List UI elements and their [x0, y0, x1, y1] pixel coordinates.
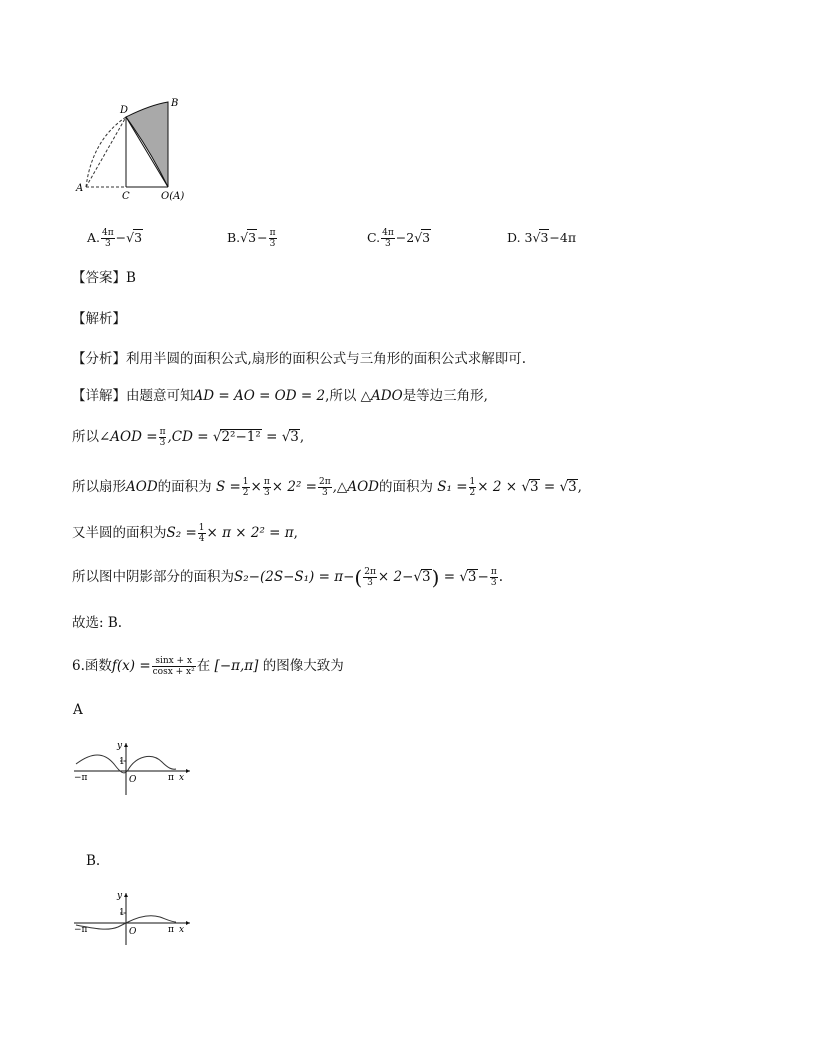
- label-x: x: [179, 773, 185, 783]
- cd-expr: ,CD =: [167, 429, 209, 445]
- label-y: y: [117, 891, 123, 901]
- option-a: [87, 228, 143, 249]
- radical-sign: √: [413, 569, 422, 585]
- label-origin: O: [129, 927, 137, 937]
- denominator: 3: [263, 488, 270, 498]
- line-angle: [72, 427, 304, 448]
- fraction: [381, 228, 395, 249]
- detail-equation: AD = AO = OD = 2: [193, 388, 326, 404]
- fraction: [152, 656, 196, 677]
- radical-sign: √: [212, 429, 222, 445]
- coefficient: 3: [524, 230, 533, 245]
- fraction: [198, 523, 206, 544]
- triangle-label: ,△AOD: [332, 479, 379, 495]
- shaded-expr: S₂−(2S−S₁) = π−: [234, 569, 355, 585]
- line-mid: 的面积为: [378, 479, 433, 495]
- s-expr: S =: [215, 479, 241, 495]
- label-c: C: [122, 191, 130, 202]
- detail-suffix: 是等边三角形,: [402, 388, 488, 404]
- minus: −: [477, 569, 489, 585]
- question-mid: 在: [196, 658, 211, 674]
- radical-sign: √: [126, 230, 135, 245]
- y-arrow: [124, 893, 128, 897]
- graph-b: [70, 885, 195, 950]
- denominator: 3: [385, 239, 391, 249]
- question-prefix: 6.函数: [72, 658, 112, 674]
- angle-expr: ∠AOD =: [99, 429, 158, 445]
- radical-sign: √: [559, 479, 569, 495]
- line-mid: 的面积为: [157, 479, 212, 495]
- minus: −: [257, 230, 268, 245]
- analysis-heading: 【解析】: [72, 311, 126, 327]
- label-one: 1: [119, 908, 125, 918]
- numerator: 1: [242, 477, 249, 487]
- product-expr: × π × 2² = π: [206, 525, 294, 541]
- minus: −: [115, 230, 127, 245]
- label-neg-pi: −π: [74, 925, 88, 935]
- label-pi: π: [168, 773, 174, 783]
- line-prefix: 所以: [72, 429, 99, 445]
- radical-sign: √: [240, 230, 249, 245]
- label-y: y: [117, 741, 123, 751]
- radicand: 3: [568, 479, 577, 495]
- graph-b-label: B.: [86, 853, 101, 869]
- radical-sign: √: [532, 230, 541, 245]
- punct: ,: [293, 525, 298, 541]
- question-suffix: 的图像大致为: [262, 658, 344, 674]
- graph-a-label: A: [73, 702, 83, 718]
- question-6: [72, 656, 344, 677]
- line-shaded: [72, 567, 503, 588]
- radicand: 3: [529, 479, 539, 495]
- numerator: 2π: [318, 477, 331, 487]
- answer: 【答案】B: [72, 270, 136, 286]
- numerator: π: [263, 477, 270, 487]
- numerator: π: [269, 228, 276, 238]
- fraction: [363, 567, 377, 588]
- label-neg-pi: −π: [74, 773, 88, 783]
- option-b: [227, 228, 278, 249]
- times: ×: [250, 479, 262, 495]
- radicand: 3: [422, 569, 431, 585]
- denominator: 2: [242, 488, 249, 498]
- aod-label: AOD: [126, 479, 158, 495]
- s2-expr: S₂ =: [166, 525, 197, 541]
- label-origin: O: [129, 775, 137, 785]
- fraction: [490, 567, 498, 588]
- label-o: O(A): [161, 191, 185, 202]
- radicand: 3: [248, 230, 257, 245]
- label-x: x: [179, 925, 185, 935]
- radicand: 3: [540, 230, 549, 245]
- x-arrow: [186, 921, 190, 925]
- numerator: π: [159, 427, 166, 437]
- radicand: 3: [134, 230, 143, 245]
- line-prefix: 所以扇形: [72, 479, 126, 495]
- shaded-region: [126, 102, 168, 187]
- denominator: 4: [198, 534, 205, 544]
- label-d: D: [120, 105, 129, 116]
- minus: −: [395, 230, 407, 245]
- denominator: 2: [469, 488, 476, 498]
- option-c: [367, 228, 431, 249]
- numerator: π: [490, 567, 497, 577]
- option-letter: C.: [367, 230, 381, 245]
- punct: ,: [577, 479, 582, 495]
- denominator: cosx + x²: [152, 667, 195, 677]
- dashed-chord-ad: [86, 117, 126, 187]
- option-letter: A.: [87, 230, 101, 245]
- punct: .: [498, 569, 504, 585]
- s1-expr: S₁ =: [437, 479, 468, 495]
- option-rest: −4π: [549, 230, 577, 245]
- fraction: [242, 477, 250, 498]
- graph-a: [70, 735, 195, 800]
- radical-sign: √: [521, 479, 530, 495]
- numerator: 1: [198, 523, 205, 533]
- coefficient: 2: [406, 230, 415, 245]
- radicand: 2²−1²: [221, 429, 261, 445]
- radical-sign: √: [281, 429, 291, 445]
- product-expr: × 2−: [377, 569, 414, 585]
- fraction: [469, 477, 477, 498]
- denominator: 3: [367, 578, 373, 588]
- radicand: 3: [422, 230, 431, 245]
- fraction: [263, 477, 271, 498]
- right-paren: ): [431, 565, 440, 590]
- line-prefix: 又半圆的面积为: [72, 525, 167, 541]
- fraction: [101, 228, 115, 249]
- fraction: [269, 228, 277, 249]
- line-semicircle: [72, 523, 298, 544]
- choice-line: 故选: B.: [72, 615, 123, 631]
- denominator: 3: [104, 239, 111, 249]
- equals: =: [543, 479, 556, 495]
- y-arrow: [124, 743, 128, 747]
- power-expr: × 2² =: [271, 479, 317, 495]
- geometry-figure: [70, 95, 200, 205]
- radicand: 3: [290, 429, 299, 445]
- denominator: 3: [269, 239, 276, 249]
- radicand: 3: [467, 569, 477, 585]
- equals: =: [266, 429, 278, 445]
- numerator: 4π: [382, 228, 394, 238]
- option-d: [507, 228, 576, 248]
- denominator: 3: [490, 578, 497, 588]
- punct: ,: [299, 429, 305, 445]
- option-letter: B.: [227, 230, 241, 245]
- equals: =: [443, 569, 456, 585]
- fraction: [318, 477, 332, 498]
- label-a: A: [76, 183, 84, 194]
- option-letter: D.: [507, 230, 521, 245]
- radical-sign: √: [414, 230, 423, 245]
- detail-prefix: 【详解】由题意可知: [72, 388, 194, 404]
- detail-line: [72, 386, 488, 406]
- label-pi: π: [168, 925, 174, 935]
- x-arrow: [186, 769, 190, 773]
- line-sector: [72, 477, 582, 498]
- numerator: 2π: [364, 567, 376, 577]
- fraction: [159, 427, 167, 448]
- fenxi: 【分析】利用半圆的面积公式,扇形的面积公式与三角形的面积公式求解即可.: [72, 351, 527, 367]
- numerator: 4π: [102, 228, 114, 238]
- denominator: 3: [159, 438, 166, 448]
- denominator: 3: [321, 488, 328, 498]
- product-expr: × 2 ×: [477, 479, 518, 495]
- interval: [−π,π]: [214, 658, 259, 674]
- triangle-label: △ADO: [360, 388, 403, 404]
- radical-sign: √: [459, 569, 468, 585]
- line-prefix: 所以图中阴影部分的面积为: [72, 569, 234, 585]
- numerator: sinx + x: [152, 656, 196, 667]
- label-one: 1: [119, 757, 125, 767]
- function-expr: f(x) =: [111, 658, 151, 674]
- left-paren: (: [354, 565, 363, 590]
- numerator: 1: [469, 477, 476, 487]
- detail-mid: ,所以: [325, 388, 357, 404]
- label-b: B: [171, 98, 179, 109]
